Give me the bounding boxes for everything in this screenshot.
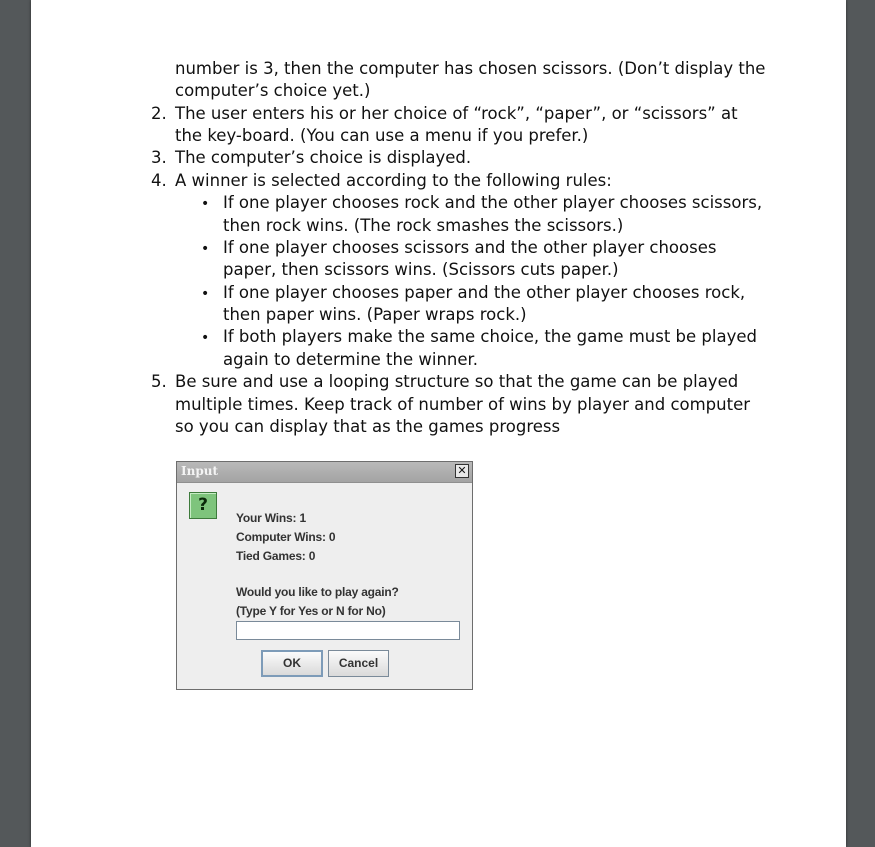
bullet-icon: • (201, 286, 210, 302)
bullet-icon: • (201, 330, 210, 346)
answer-input[interactable] (236, 621, 460, 640)
text-line: multiple times. Keep track of number of wins by player and computer (175, 395, 751, 414)
text-line: again to determine the winner. (223, 350, 479, 369)
document-page (31, 0, 846, 847)
list-number: 2. (151, 104, 167, 123)
list-number: 5. (151, 372, 167, 391)
text-line: then rock wins. (The rock smashes the scissors.) (223, 216, 624, 235)
ok-button[interactable]: OK (261, 650, 323, 677)
text-line: computer’s choice yet.) (175, 81, 371, 100)
text-line: the key-board. (You can use a menu if you prefer.) (175, 126, 589, 145)
list-number: 4. (151, 171, 167, 190)
list-number: 3. (151, 148, 167, 167)
text-line: If one player chooses paper and the other player chooses rock, (223, 283, 746, 302)
play-again-hint: (Type Y for Yes or N for No) (236, 604, 386, 618)
text-line: If both players make the same choice, the game must be played (223, 327, 757, 346)
text-line: Be sure and use a looping structure so that the game can be played (175, 372, 739, 391)
text-line: then paper wins. (Paper wraps rock.) (223, 305, 527, 324)
your-wins-label: Your Wins: 1 (236, 511, 306, 525)
text-line: A winner is selected according to the following rules: (175, 171, 612, 190)
tied-games-label: Tied Games: 0 (236, 549, 316, 563)
text-line: paper, then scissors wins. (Scissors cuts paper.) (223, 260, 619, 279)
play-again-prompt: Would you like to play again? (236, 585, 399, 599)
cancel-button[interactable]: Cancel (328, 650, 389, 677)
input-dialog (176, 461, 473, 690)
bullet-icon: • (201, 196, 210, 212)
text-line: so you can display that as the games progress (175, 417, 561, 436)
text-line: The computer’s choice is displayed. (175, 148, 472, 167)
question-icon: ? (189, 492, 217, 519)
dialog-titlebar[interactable] (177, 462, 472, 483)
close-icon[interactable]: ✕ (455, 464, 469, 478)
text-line: number is 3, then the computer has chosen scissors. (Don’t display the (175, 59, 766, 78)
bullet-icon: • (201, 241, 210, 257)
text-line: The user enters his or her choice of “rock”, “paper”, or “scissors” at (175, 104, 738, 123)
text-line: If one player chooses scissors and the other player chooses (223, 238, 717, 257)
computer-wins-label: Computer Wins: 0 (236, 530, 336, 544)
text-line: If one player chooses rock and the other player chooses scissors, (223, 193, 763, 212)
dialog-title: Input (181, 464, 218, 478)
